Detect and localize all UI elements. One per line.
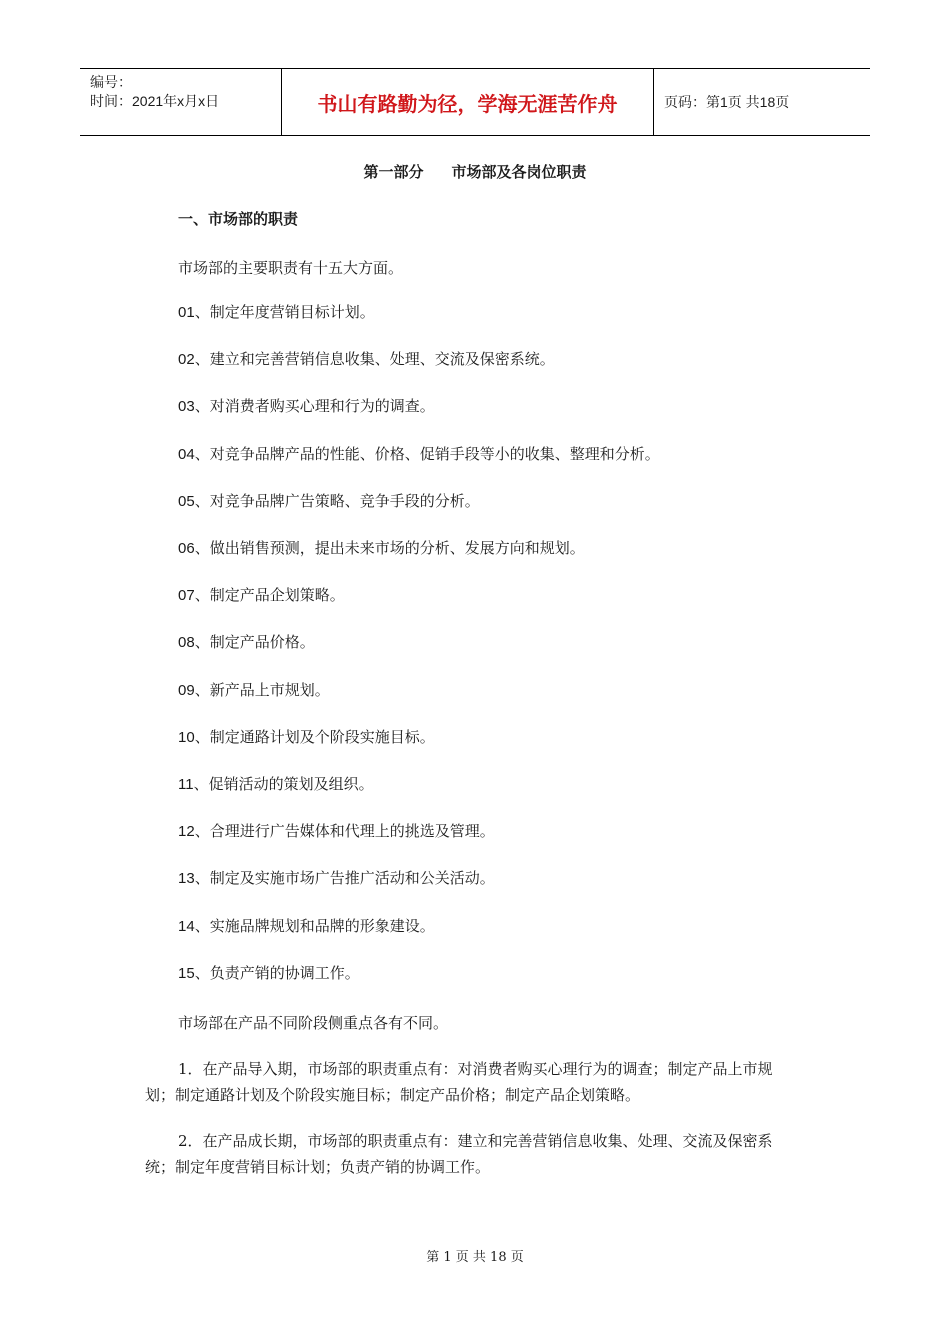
duty-item — [178, 349, 555, 370]
duty-text: 、对竞争品牌广告策略、竞争手段的分析。 — [194, 491, 480, 510]
duty-text: 、新产品上市规划。 — [194, 680, 330, 699]
duty-number: 10 — [178, 728, 195, 746]
part-title-text: 市场部及各岗位职责 — [451, 163, 587, 181]
duty-text: 、制定年度营销目标计划。 — [194, 303, 375, 321]
duty-text: 、制定产品企划策略。 — [194, 586, 345, 605]
stage-2-paragraph: 2．在产品成长期，市场部的职责重点有：建立和完善营销信息收集、处理、交流及保密系统；制定年度营销目标计划；负责产销的协调工作。 — [145, 1132, 773, 1176]
duty-item — [178, 444, 660, 465]
duty-number: 01 — [178, 304, 195, 321]
duty-text: 、实施品牌规划和品牌的形象建设。 — [194, 916, 435, 935]
document-header — [80, 68, 870, 136]
section-title: 一、市场部的职责 — [178, 210, 299, 228]
duty-item — [178, 680, 330, 701]
duty-item — [178, 821, 495, 842]
duty-item — [178, 727, 435, 748]
duty-number: 09 — [178, 681, 195, 699]
header-meta — [80, 69, 281, 135]
header-page-info: 页码：第1页 共18页 — [664, 94, 790, 110]
part-title — [0, 161, 950, 182]
duty-item — [178, 302, 375, 323]
number-label: 编号： — [90, 74, 132, 90]
page-footer: 第 1 页 共 18 页 — [426, 1250, 524, 1265]
duty-number: 06 — [178, 540, 195, 557]
duty-item — [178, 396, 435, 417]
duty-text: 、合理进行广告媒体和代理上的挑选及管理。 — [194, 822, 495, 841]
duty-text: 、建立和完善营销信息收集、处理、交流及保密系统。 — [194, 350, 555, 369]
duty-number: 15 — [178, 964, 195, 982]
duty-number: 12 — [178, 823, 195, 841]
time-label: 时间：2021年x月x日 — [90, 93, 220, 109]
duty-text: 、做出销售预测，提出未来市场的分析、发展方向和规划。 — [194, 539, 585, 557]
duty-number: 08 — [178, 634, 195, 652]
duty-number: 02 — [178, 351, 195, 369]
duty-item — [178, 963, 360, 984]
duty-number: 07 — [178, 587, 195, 605]
stage-1-paragraph: 1．在产品导入期，市场部的职责重点有：对消费者购买心理行为的调查；制定产品上市规划；制定通路计划及个阶段实施目标；制定产品价格；制定产品企划策略。 — [145, 1060, 773, 1104]
duty-text: 、制定产品价格。 — [194, 633, 315, 652]
duty-text: 、促销活动的策划及组织。 — [193, 775, 374, 793]
duty-number: 04 — [178, 445, 195, 463]
duty-item — [178, 585, 345, 606]
intro-paragraph: 市场部的主要职责有十五大方面。 — [178, 259, 404, 277]
duty-text: 、负责产销的协调工作。 — [194, 963, 360, 982]
duty-text: 、对竞争品牌产品的性能、价格、促销手段等小的收集、整理和分析。 — [194, 444, 660, 463]
duty-number: 03 — [178, 398, 195, 416]
duty-item — [178, 774, 374, 795]
duty-text: 、对消费者购买心理和行为的调查。 — [194, 397, 435, 416]
duty-item — [178, 538, 585, 559]
duty-item — [178, 491, 480, 512]
stage-intro-paragraph: 市场部在产品不同阶段侧重点各有不同。 — [178, 1014, 449, 1032]
duty-item — [178, 868, 495, 889]
duty-item — [178, 916, 435, 937]
duty-number: 11 — [178, 776, 194, 793]
duty-item — [178, 632, 315, 653]
duty-text: 、制定及实施市场广告推广活动和公关活动。 — [194, 869, 495, 888]
duty-number: 14 — [178, 917, 195, 935]
header-motto: 书山有路勤为径，学海无涯苦作舟 — [281, 69, 654, 135]
duty-text: 、制定通路计划及个阶段实施目标。 — [194, 727, 435, 746]
duty-number: 05 — [178, 492, 195, 510]
part-title-number: 第一部分 — [363, 163, 424, 181]
duty-number: 13 — [178, 870, 195, 888]
